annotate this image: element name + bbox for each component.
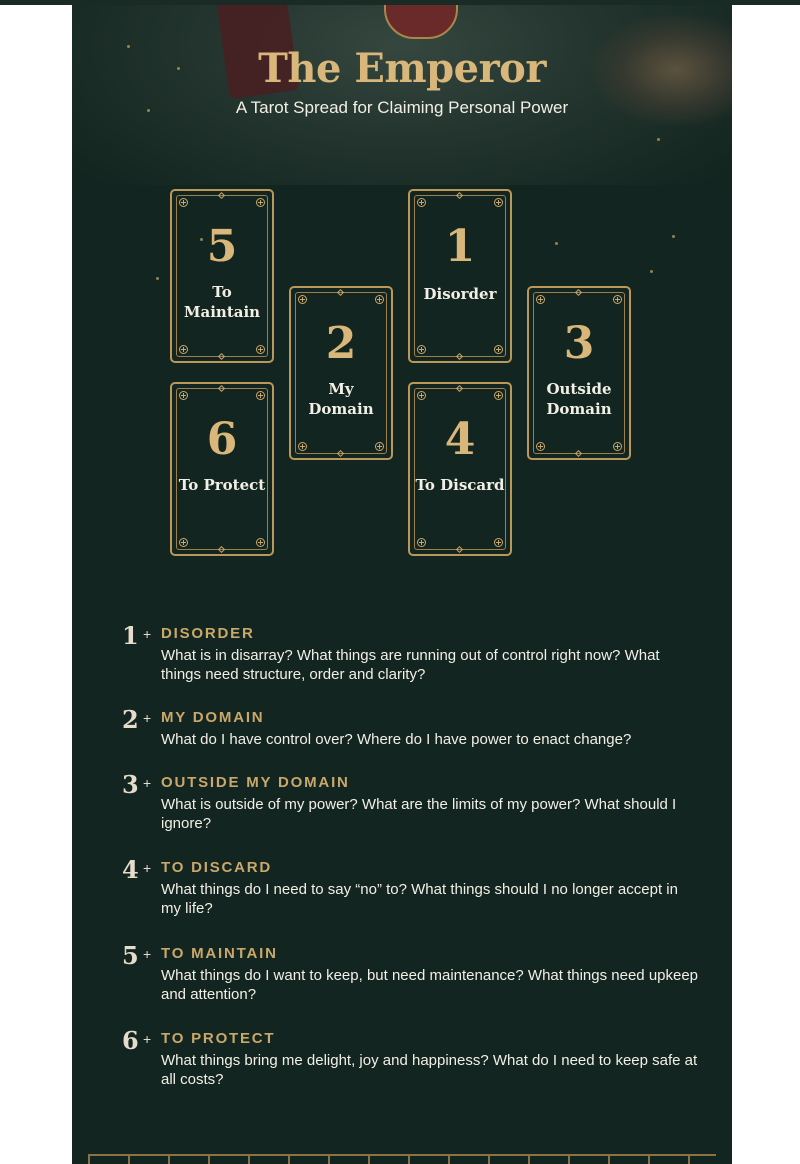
tarot-card-5 <box>170 189 274 363</box>
plus-icon: + <box>143 860 152 876</box>
star-icon <box>650 270 653 273</box>
card-number: 2 <box>325 318 357 369</box>
position-heading: TO DISCARD <box>161 859 273 876</box>
card-number: 3 <box>563 318 595 369</box>
spread-panel <box>72 5 732 1164</box>
shield-icon <box>384 5 458 39</box>
position-heading: OUTSIDE MY DOMAIN <box>161 774 350 791</box>
tarot-card-3 <box>527 286 631 460</box>
card-label: To Maintain <box>183 283 261 321</box>
position-heading: TO PROTECT <box>161 1030 276 1047</box>
position-description: What is in disarray? What things are running out of control right now? What things need structure, order and clarity? <box>161 647 660 683</box>
card-label: To Discard <box>415 476 505 494</box>
decorative-border <box>88 1154 716 1164</box>
position-description: What things do I need to say “no” to? What things should I no longer accept in my life? <box>161 881 678 917</box>
position-description: What things do I want to keep, but need maintenance? What things need upkeep and attention? <box>161 967 699 1003</box>
position-description: What is outside of my power? What are the limits of my power? What should I ignore? <box>161 796 677 832</box>
card-number: 6 <box>206 414 238 465</box>
card-label: Outside Domain <box>546 380 612 418</box>
page-title: The Emperor <box>258 45 546 92</box>
card-label: Disorder <box>423 285 497 303</box>
card-number: 1 <box>444 221 476 272</box>
plus-icon: + <box>143 946 152 962</box>
plus-icon: + <box>143 1031 152 1047</box>
position-number: 4 <box>122 855 139 884</box>
plus-icon: + <box>143 626 152 642</box>
tarot-card-1 <box>408 189 512 363</box>
position-description: What things bring me delight, joy and happiness? What do I need to keep safe at all costs? <box>161 1052 698 1088</box>
position-description: What do I have control over? Where do I have power to enact change? <box>161 731 632 748</box>
tarot-card-2 <box>289 286 393 460</box>
star-icon <box>672 235 675 238</box>
star-icon <box>657 138 660 141</box>
position-number: 1 <box>122 621 139 650</box>
position-heading: MY DOMAIN <box>161 709 265 726</box>
star-icon <box>555 242 558 245</box>
card-label: My Domain <box>308 380 374 418</box>
plus-icon: + <box>143 710 152 726</box>
plus-icon: + <box>143 775 152 791</box>
position-heading: DISORDER <box>161 625 255 642</box>
tarot-card-4 <box>408 382 512 556</box>
position-number: 5 <box>122 941 139 970</box>
tarot-card-6 <box>170 382 274 556</box>
card-number: 4 <box>444 414 476 465</box>
page-subtitle: A Tarot Spread for Claiming Personal Power <box>235 98 569 117</box>
star-icon <box>156 277 159 280</box>
position-number: 2 <box>122 705 139 734</box>
card-label: To Protect <box>178 476 266 494</box>
position-heading: TO MAINTAIN <box>161 945 278 962</box>
card-number: 5 <box>206 221 238 272</box>
position-number: 3 <box>122 770 139 799</box>
position-number: 6 <box>122 1026 139 1055</box>
